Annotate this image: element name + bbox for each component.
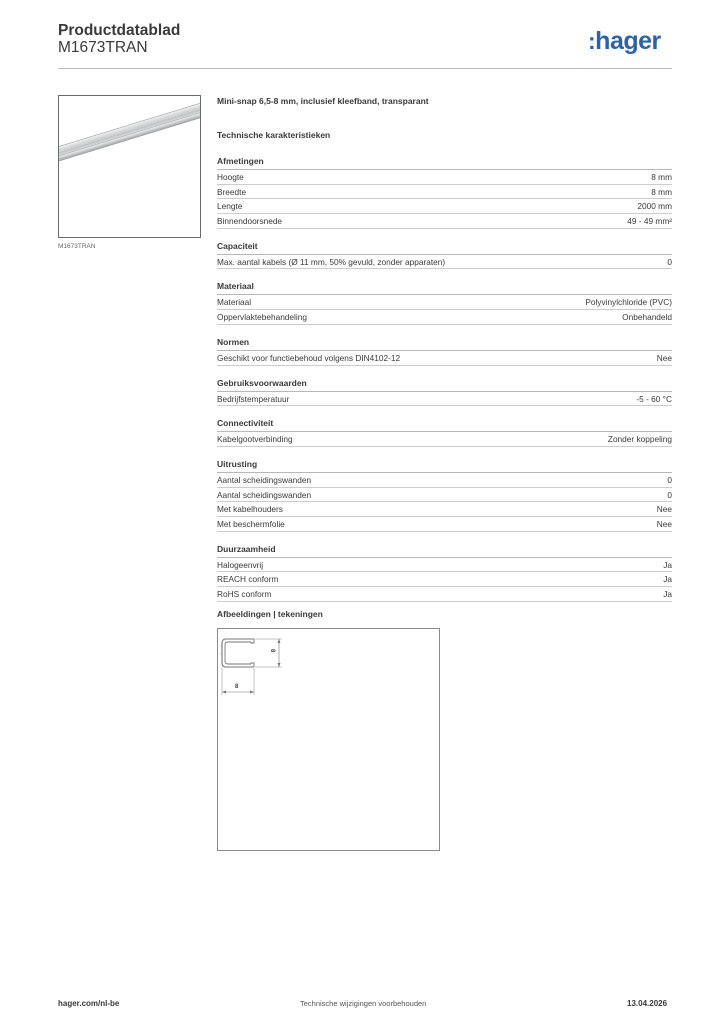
spec-section-title: Normen xyxy=(217,337,672,351)
spec-label: Halogeenvrij xyxy=(217,559,264,570)
spec-row xyxy=(217,502,672,517)
spec-label: Geschikt voor functiebehoud volgens DIN4102-12 xyxy=(217,352,401,363)
spec-label: RoHS conform xyxy=(217,589,272,599)
spec-value: 2000 mm xyxy=(637,201,672,212)
profile-cross-section-icon xyxy=(218,629,439,850)
spec-value: -5 - 60 °C xyxy=(636,393,672,404)
footer-website[interactable]: hager.com/nl-be xyxy=(58,999,120,1008)
spec-row xyxy=(217,587,672,602)
dimension-height-label: 8 xyxy=(269,649,275,653)
spec-row xyxy=(217,255,672,270)
product-description: Mini-snap 6,5-8 mm, inclusief kleefband, transparant xyxy=(217,96,429,106)
spec-row xyxy=(217,517,672,532)
spec-label: Bedrijfstemperatuur xyxy=(217,393,290,404)
spec-section-title: Gebruiksvoorwaarden xyxy=(217,378,672,392)
spec-value: 8 mm xyxy=(651,186,672,197)
spec-row xyxy=(217,214,672,229)
spec-section xyxy=(217,378,672,407)
spec-section xyxy=(217,418,672,447)
spec-row xyxy=(217,392,672,407)
spec-label: Max. aantal kabels (Ø 11 mm, 50% gevuld, zonder apparaten) xyxy=(217,256,446,267)
spec-section xyxy=(217,241,672,270)
spec-row xyxy=(217,473,672,488)
spec-row xyxy=(217,432,672,447)
spec-value: Zonder koppeling xyxy=(607,434,672,445)
spec-section-title: Materiaal xyxy=(217,281,672,295)
spec-section xyxy=(217,156,672,229)
spec-section xyxy=(217,337,672,366)
technical-drawing xyxy=(217,628,440,851)
spec-section xyxy=(217,544,672,602)
spec-value: Ja xyxy=(663,574,672,585)
spec-label: Breedte xyxy=(217,186,247,197)
page-title: Productdatablad xyxy=(58,22,181,39)
spec-value: Ja xyxy=(663,559,672,570)
spec-value: 0 xyxy=(667,489,672,500)
spec-value: Polyvinylchloride (PVC) xyxy=(585,297,672,308)
spec-section-title: Duurzaamheid xyxy=(217,544,672,558)
spec-label: Aantal scheidingswanden xyxy=(217,474,312,485)
spec-label: Binnendoorsnede xyxy=(217,216,283,227)
product-details xyxy=(217,96,672,614)
spec-row xyxy=(217,310,672,325)
spec-value: Ja xyxy=(663,589,672,599)
spec-row xyxy=(217,488,672,503)
spec-label: Aantal scheidingswanden xyxy=(217,489,312,500)
dimension-width-label: 8 xyxy=(235,684,239,690)
technical-characteristics-title: Technische karakteristieken xyxy=(217,130,331,140)
spec-value: 49 - 49 mm² xyxy=(627,216,672,227)
spec-row xyxy=(217,572,672,587)
spec-section xyxy=(217,281,672,324)
spec-label: Hoogte xyxy=(217,172,244,182)
spec-label: Oppervlaktebehandeling xyxy=(217,312,307,323)
spec-section-title: Capaciteit xyxy=(217,241,672,255)
spec-section xyxy=(217,459,672,532)
spec-section-title: Connectiviteit xyxy=(217,418,672,432)
spec-label: REACH conform xyxy=(217,574,279,585)
spec-label: Kabelgootverbinding xyxy=(217,434,293,445)
spec-value: Nee xyxy=(656,504,672,515)
logo-text: hager xyxy=(595,27,661,55)
spec-row xyxy=(217,295,672,310)
spec-section-title: Afmetingen xyxy=(217,156,672,170)
product-image xyxy=(58,95,201,238)
spec-sections xyxy=(217,156,672,602)
spec-label: Lengte xyxy=(217,201,243,212)
drawings-title: Afbeeldingen | tekeningen xyxy=(217,609,323,619)
spec-row xyxy=(217,199,672,214)
header-divider xyxy=(58,68,672,69)
footer-notice: Technische wijzigingen voorbehouden xyxy=(300,999,427,1008)
spec-value: 0 xyxy=(667,256,672,267)
spec-value: 0 xyxy=(667,474,672,485)
spec-label: Met beschermfolie xyxy=(217,518,285,529)
spec-row xyxy=(217,351,672,366)
spec-label: Materiaal xyxy=(217,297,252,308)
spec-value: 8 mm xyxy=(651,172,672,182)
footer-date: 13.04.2026 xyxy=(627,999,668,1008)
spec-label: Met kabelhouders xyxy=(217,504,283,515)
product-photo-icon xyxy=(59,96,201,238)
product-code: M1673TRAN xyxy=(58,39,148,56)
spec-row xyxy=(217,558,672,573)
spec-value: Onbehandeld xyxy=(622,312,672,323)
spec-row xyxy=(217,185,672,200)
spec-value: Nee xyxy=(656,352,672,363)
product-image-caption: M1673TRAN xyxy=(58,243,96,250)
spec-row xyxy=(217,170,672,185)
hager-logo: :hager xyxy=(588,27,661,55)
spec-value: Nee xyxy=(656,518,672,529)
spec-section-title: Uitrusting xyxy=(217,459,672,473)
